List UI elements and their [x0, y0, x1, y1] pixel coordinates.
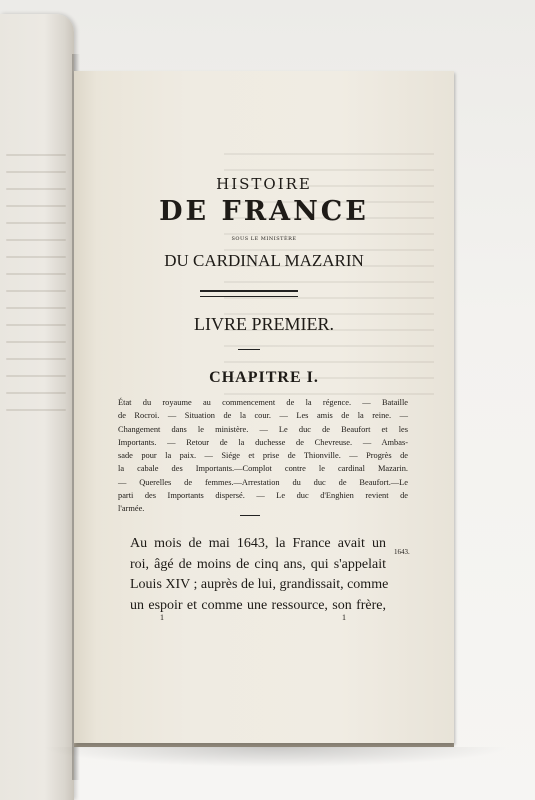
- summary-rule: [240, 515, 260, 516]
- signature-mark-left: 1: [160, 613, 164, 622]
- summary-line: État du royaume au commencement de la régence. — Bataille: [118, 398, 408, 407]
- body-paragraph: [130, 534, 389, 616]
- book-heading: LIVRE PREMIER.: [193, 314, 334, 334]
- summary-line: Changement dans le ministère. — Le duc de Beaufort et les: [118, 424, 408, 434]
- book-page: [74, 71, 454, 743]
- summary-line: parti des Importants dispersé. — Le duc d'Enghien revient de: [118, 491, 408, 501]
- title-cardinal-mazarin: DU CARDINAL MAZARIN: [164, 251, 364, 270]
- title-sous-le-ministere: SOUS LE MINISTÈRE: [231, 236, 297, 242]
- summary-line: — Querelles de femmes.—Arrestation du duc de Beaufort.—Le: [118, 477, 408, 487]
- title-rule: [200, 290, 298, 297]
- body-line: un espoir et comme une ressource, son frère,: [130, 597, 386, 613]
- book-rule: [238, 349, 260, 350]
- body-line: roi, âgé de moins de cinq ans, qui s'appelait: [130, 556, 386, 572]
- chapter-summary: [118, 396, 408, 516]
- chapter-heading: CHAPITRE I.: [209, 369, 319, 386]
- show-through-text: [6, 154, 66, 426]
- summary-line: Importants. — Retour de la duchesse de Chevreuse. — Ambas-: [118, 437, 408, 447]
- summary-line: l'armée.: [118, 504, 145, 514]
- signature-mark-right: 1: [342, 613, 346, 622]
- title-histoire: HISTOIRE: [216, 175, 312, 193]
- page-content: [74, 71, 454, 743]
- margin-date-note: 1643.: [394, 548, 410, 556]
- body-line: Au mois de mai 1643, la France avait un: [130, 536, 386, 551]
- summary-line: de Rocroi. — Situation de la cour. — Les amis de la reine. —: [118, 411, 408, 421]
- summary-line: sade pour la paix. — Siége et prise de Thionville. — Progrès de: [118, 451, 408, 461]
- summary-line: la cabale des Importants.—Complot contre le cardinal Mazarin.: [118, 464, 408, 474]
- body-line: Louis XIV ; auprès de lui, grandissait, comme: [130, 577, 389, 592]
- title-de-france: DE FRANCE: [159, 196, 369, 227]
- page-shadow: [40, 747, 510, 767]
- left-facing-page: [0, 14, 74, 800]
